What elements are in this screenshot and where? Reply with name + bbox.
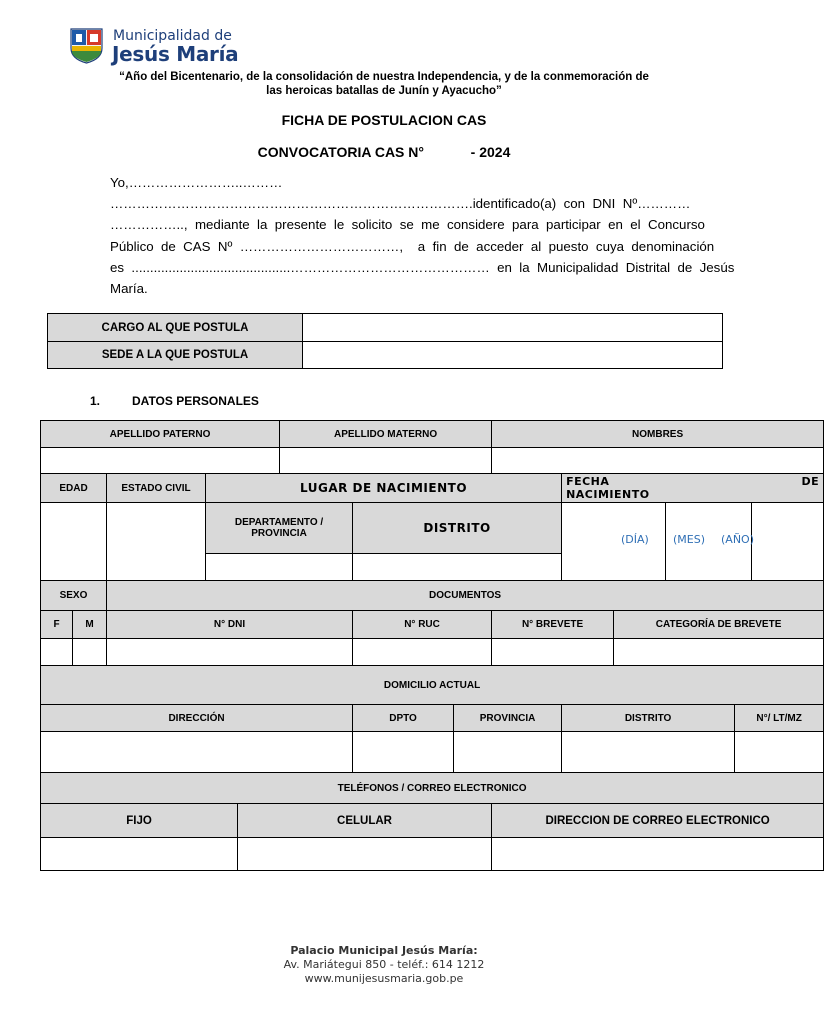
- logo-text-line2: Jesús María: [112, 42, 239, 66]
- categoria-brevete-field[interactable]: [614, 639, 824, 666]
- telefonos-label: TELÉFONOS / CORREO ELECTRONICO: [41, 773, 824, 804]
- dpto-label: DPTO: [353, 705, 454, 732]
- fecha-nacimiento-label: [562, 474, 824, 503]
- fijo-field[interactable]: [41, 838, 238, 871]
- brevete-field[interactable]: [492, 639, 614, 666]
- direccion-label: DIRECCIÓN: [41, 705, 353, 732]
- apellido-paterno-label: APELLIDO PATERNO: [41, 421, 280, 448]
- mes-hint: (MES): [673, 533, 706, 546]
- celular-label: CELULAR: [238, 804, 492, 838]
- position-table: [47, 313, 723, 369]
- sede-field[interactable]: [303, 342, 723, 369]
- statement-line3: …………….., mediante la presente le solicito se me considere para participar en el Concurso: [110, 217, 705, 233]
- sexo-label: SEXO: [41, 581, 107, 611]
- sexo-m-field[interactable]: [73, 639, 107, 666]
- estado-civil-field[interactable]: [107, 503, 206, 581]
- distrito2-field[interactable]: [562, 732, 735, 773]
- fecha-word: FECHA: [566, 475, 610, 488]
- direccion-field[interactable]: [41, 732, 353, 773]
- sede-label: SEDE A LA QUE POSTULA: [48, 342, 303, 369]
- coat-of-arms-icon: [70, 28, 103, 64]
- lt-mz-label: N°/ LT/MZ: [735, 705, 824, 732]
- year-motto: [100, 70, 668, 98]
- domicilio-label: DOMICILIO ACTUAL: [41, 666, 824, 705]
- sexo-m-label: M: [73, 611, 107, 639]
- brevete-label: N° BREVETE: [492, 611, 614, 639]
- motto-line2: las heroicas batallas de Junín y Ayacucho”: [266, 85, 502, 97]
- nombres-field[interactable]: [492, 448, 824, 474]
- distrito2-label: DISTRITO: [562, 705, 735, 732]
- correo-label: DIRECCION DE CORREO ELECTRONICO: [492, 804, 824, 838]
- apellido-materno-field[interactable]: [280, 448, 492, 474]
- statement-line1: Yo,……………………..………: [110, 175, 283, 190]
- departamento-field[interactable]: [206, 554, 353, 581]
- distrito-label: DISTRITO: [353, 503, 562, 554]
- applicant-statement: [110, 172, 735, 299]
- categoria-brevete-label: CATEGORÍA DE BREVETE: [614, 611, 824, 639]
- section-title: DATOS PERSONALES: [132, 394, 259, 408]
- sexo-f-field[interactable]: [41, 639, 73, 666]
- nacimiento-word: NACIMIENTO: [566, 488, 650, 501]
- motto-line1: “Año del Bicentenario, de la consolidación de nuestra Independencia, y de la conmemoración de: [119, 71, 649, 83]
- section-number: 1.: [90, 394, 101, 408]
- footer-line1: Palacio Municipal Jesús María:: [290, 944, 478, 957]
- ruc-label: N° RUC: [353, 611, 492, 639]
- dia-field[interactable]: [562, 503, 666, 581]
- distrito-field[interactable]: [353, 554, 562, 581]
- nombres-label: NOMBRES: [492, 421, 824, 448]
- cargo-label: CARGO AL QUE POSTULA: [48, 314, 303, 342]
- sexo-f-label: F: [41, 611, 73, 639]
- provincia-field[interactable]: [454, 732, 562, 773]
- convocatoria-title: CONVOCATORIA CAS N° - 2024: [257, 144, 511, 160]
- statement-line2: ……………………………………………………………………….identificado(a) con DNI Nº…………: [110, 196, 691, 212]
- provincia-label: PROVINCIA: [454, 705, 562, 732]
- fecha-label-row: [566, 475, 819, 488]
- dpto-field[interactable]: [353, 732, 454, 773]
- footer-address: Av. Mariátegui 850 - teléf.: 614 1212: [283, 958, 485, 971]
- personal-data-table: [40, 420, 824, 871]
- municipal-logo: [70, 28, 239, 66]
- lugar-nacimiento-label: LUGAR DE NACIMIENTO: [206, 474, 562, 503]
- apellido-paterno-field[interactable]: [41, 448, 280, 474]
- logo-text-line1: Municipalidad de: [113, 28, 232, 44]
- statement-line6: María.: [110, 281, 148, 297]
- cargo-field[interactable]: [303, 314, 723, 342]
- form-title: FICHA DE POSTULACION CAS: [281, 112, 487, 128]
- edad-field[interactable]: [41, 503, 107, 581]
- estado-civil-label: ESTADO CIVIL: [107, 474, 206, 503]
- footer: [0, 944, 768, 986]
- lt-mz-field[interactable]: [735, 732, 824, 773]
- footer-website: www.munijesusmaria.gob.pe: [304, 972, 464, 985]
- dni-label: N° DNI: [107, 611, 353, 639]
- departamento-label: DEPARTAMENTO / PROVINCIA: [206, 503, 353, 554]
- dia-hint: (DÍA): [621, 533, 649, 546]
- de-word: DE: [801, 475, 820, 488]
- ruc-field[interactable]: [353, 639, 492, 666]
- fijo-label: FIJO: [41, 804, 238, 838]
- anio-hint: (AÑO): [721, 533, 754, 546]
- anio-field[interactable]: [752, 503, 824, 581]
- documentos-label: DOCUMENTOS: [107, 581, 824, 611]
- celular-field[interactable]: [238, 838, 492, 871]
- edad-label: EDAD: [41, 474, 107, 503]
- statement-line5: es ...........................................……………………………………… en la Municipalidad Distrital de Jesús: [110, 259, 735, 275]
- statement-line4: Público de CAS Nº ………………………………, a fin de acceder al puesto cuya denominación: [110, 238, 715, 254]
- correo-field[interactable]: [492, 838, 824, 871]
- apellido-materno-label: APELLIDO MATERNO: [280, 421, 492, 448]
- dni-field[interactable]: [107, 639, 353, 666]
